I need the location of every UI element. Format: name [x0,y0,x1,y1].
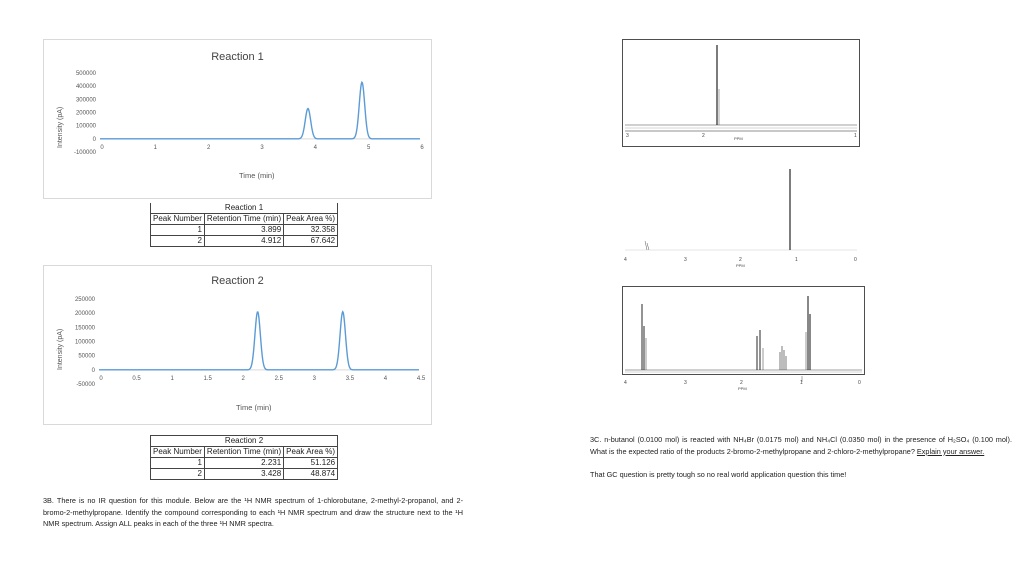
nmr-spectrum-2 [622,165,860,269]
reaction2-table-caption: Reaction 2 [151,436,338,447]
nmr2-axis-label: PPM [736,263,745,268]
reaction2-xlabel: Time (min) [236,403,272,412]
nmr3-tick: 0 [858,380,861,386]
nmr1-tick: 2 [702,133,705,139]
nmr1-axis-label: PPM [734,136,743,141]
y-tick-label: 500000 [75,71,96,77]
x-tick-label: 5 [366,144,371,151]
table-row [151,469,338,480]
reaction1-xlabel: Time (min) [239,171,275,180]
reaction2-table [150,435,338,480]
y-tick-label: 50000 [78,353,95,360]
nmr-spectrum-1 [622,39,860,147]
reaction1-chart [43,39,432,199]
x-tick-label: 2.5 [274,375,283,382]
reaction2-chart-title: Reaction 2 [211,275,264,287]
question-3c [590,434,1012,457]
table-cell: 2.231 [204,458,283,469]
x-tick-label: 3 [312,375,317,382]
reaction1-plot [44,40,431,198]
nmr3-tick: 1 [800,380,803,386]
question-3c-text: 3C. n-butanol (0.0100 mol) is reacted with NH₄Br (0.0175 mol) and NH₄Cl (0.0350 mol) in the presence of H₂SO₄ (0.100 mol). What is the expected ratio of the products 2-bromo-2-methylpropane and 2-chloro-2-methylpropane? [590,435,1012,456]
signal-trace [100,82,420,139]
x-tick-label: 4.5 [416,375,426,382]
x-tick-label: 4 [313,144,318,151]
table-cell: 48.874 [284,469,338,480]
table-row [151,236,338,247]
y-tick-label: 200000 [75,110,96,117]
nmr-spectrum-3 [622,286,865,396]
question-3b: 3B. There is no IR question for this module. Below are the ¹H NMR spectrum of 1-chlorobutane, 2-methyl-2-propanol, and 2-bromo-2-methylpropane. Identify the compound corresponding to each ¹H NMR spectrum and draw the structure next to the ¹H NMR spectrum. Assign ALL peaks in each of the three ¹H NMR spectra. [43,496,463,528]
x-tick-label: 0.5 [132,375,141,382]
y-tick-label: 100000 [74,339,95,346]
reaction2-ylabel: Intensity (pA) [57,328,64,370]
x-tick-label: 1 [153,144,158,151]
reaction1-chart-title: Reaction 1 [211,51,264,63]
table-cell: 2 [151,469,205,480]
x-tick-label: 1.5 [203,375,212,382]
reaction1-table [150,203,338,247]
x-tick-label: 0 [100,144,104,151]
x-tick-label: 2 [241,375,245,382]
x-tick-label: 2 [206,144,211,151]
x-tick-label: 3 [260,144,264,151]
closing-note: That GC question is pretty tough so no real world application question this time! [590,470,847,479]
x-tick-label: 3.5 [345,375,355,382]
y-tick-label: -100000 [73,150,96,156]
signal-trace [99,312,419,370]
reaction2-plot [44,266,431,424]
table-cell: 1 [151,225,205,236]
table-row [151,225,338,236]
explain-answer: Explain your answer. [916,446,985,456]
x-tick-label: 0 [99,375,103,382]
y-tick-label: 100000 [75,123,96,130]
y-tick-label: 150000 [74,325,95,332]
nmr1-tick: 3 [626,133,629,139]
table-cell: 4.912 [204,236,283,247]
nmr3-tick: 3 [684,380,687,386]
x-tick-label: 6 [420,144,424,151]
table-header: Peak Area %) [284,214,338,225]
nmr1-tick: 1 [854,133,857,139]
table-header: Retention Time (min) [204,447,283,458]
x-tick-label: 1 [170,375,174,382]
table-header: Retention Time (min) [204,214,283,225]
table-header: Peak Number [151,447,205,458]
table-header: Peak Number [151,214,205,225]
table-cell: 32.358 [284,225,338,236]
nmr3-tick: 4 [624,380,627,386]
y-tick-label: 250000 [74,297,95,303]
table-cell: 2 [151,236,205,247]
reaction1-ylabel: Intensity (pA) [57,106,64,148]
nmr2-tick: 0 [854,257,857,263]
y-tick-label: 200000 [74,311,95,318]
y-tick-label: 0 [92,136,96,143]
table-header: Peak Area %) [284,447,338,458]
nmr3-axis-label: PPM [738,386,747,391]
nmr2-tick: 4 [624,257,627,263]
table-row [151,458,338,469]
table-cell: 51.126 [284,458,338,469]
table-cell: 3.899 [204,225,283,236]
nmr2-tick: 2 [739,257,742,263]
y-tick-label: 300000 [75,97,96,104]
y-tick-label: -50000 [76,382,95,388]
x-tick-label: 4 [383,375,388,382]
table-cell: 67.642 [284,236,338,247]
nmr3-tick: 2 [740,380,743,386]
nmr2-tick: 1 [795,257,798,263]
nmr2-tick: 3 [684,257,687,263]
table-cell: 1 [151,458,205,469]
y-tick-label: 400000 [75,84,96,91]
table-cell: 3.428 [204,469,283,480]
y-tick-label: 0 [91,367,95,374]
reaction2-chart [43,265,432,425]
reaction1-table-caption: Reaction 1 [151,203,338,214]
